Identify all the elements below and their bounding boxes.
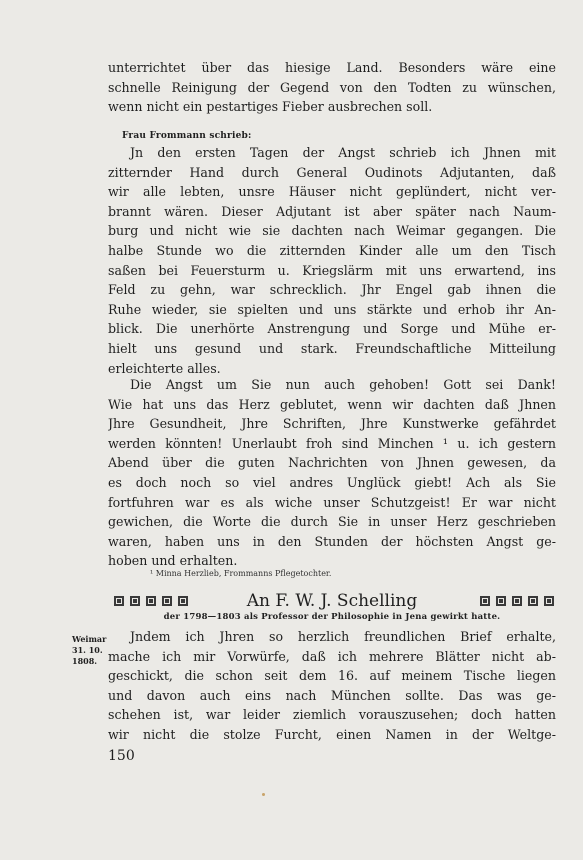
text-line: waren, haben uns in den Stunden der höchsten Angst ge-: [108, 533, 556, 549]
paper-stain: [262, 793, 265, 796]
text-line: Jhre Gesundheit, Jhre Schriften, Jhre Kunstwerke gefährdet: [108, 416, 556, 432]
margin-place: Weimar: [72, 634, 107, 644]
section-label: Frau Frommann schrieb:: [122, 131, 252, 141]
text-line: wenn nicht ein pestartiges Fieber ausbrechen soll.: [108, 99, 433, 115]
text-line: zitternder Hand durch General Oudinots Adjutanten, daß: [108, 164, 556, 180]
paragraph-continuation: [108, 58, 556, 117]
text-line: fortfuhren war es als wiche unser Schutzgeist! Er war nicht: [108, 494, 556, 510]
text-line: Die Angst um Sie nun auch gehoben! Gott sei Dank!: [130, 377, 556, 392]
text-line: schnelle Reinigung der Gegend von den Todten zu wünschen,: [108, 79, 556, 95]
text-line: mache ich mir Vorwürfe, daß ich mehrere Blätter nicht ab-: [108, 648, 556, 664]
margin-date: [72, 634, 106, 667]
text-line: blick. Die unerhörte Anstrengung und Sorge und Mühe er-: [108, 321, 556, 337]
letter-subtitle: der 1798—1803 als Professor der Philosophie in Jena gewirkt hatte.: [163, 612, 501, 622]
text-line: Feld zu gehn, war schrecklich. Jhr Engel gab ihnen die: [108, 282, 556, 298]
text-line: gewichen, die Worte die durch Sie in unser Herz geschrieben: [108, 514, 556, 530]
text-line: saßen bei Feuersturm u. Kriegslärm mit uns erwartend, ins: [108, 262, 556, 278]
text-line: erleichterte alles.: [108, 360, 221, 376]
text-line: wir nicht die stolze Furcht, einen Namen in der Weltge-: [108, 726, 556, 742]
text-line: halbe Stunde wo die zitternden Kinder alle um den Tisch: [108, 242, 556, 258]
text-line: geschickt, die schon seit dem 16. auf meinem Tische liegen: [108, 668, 556, 684]
text-line: Jndem ich Jhren so herzlich freundlichen Brief erhalte,: [130, 629, 556, 644]
text-line: werden könnten! Unerlaubt froh sind Minchen ¹ u. ich gestern: [108, 435, 556, 451]
text-line: burg und nicht wie sie dachten nach Weimar gegangen. Die: [108, 223, 556, 239]
text-line: hielt uns gesund und stark. Freundschaftliche Mitteilung: [108, 340, 556, 356]
ornament-right-icon: [478, 594, 556, 608]
paragraph-frommann: [108, 143, 556, 378]
text-line: Abend über die guten Nachrichten von Jhnen gewesen, da: [108, 455, 556, 471]
footnote: ¹ Minna Herzlieb, Frommanns Pflegetochter.: [150, 569, 332, 578]
text-line: wir alle lebten, unsre Häuser nicht geplündert, nicht ver-: [108, 184, 556, 200]
letter-title: An F. W. J. Schelling: [246, 591, 418, 611]
text-line: es doch noch so viel andres Unglück giebt! Ach als Sie: [108, 474, 556, 490]
text-line: hoben und erhalten.: [108, 553, 238, 569]
paragraph-schelling: [108, 627, 556, 745]
paragraph-angst: [108, 375, 556, 571]
text-line: Ruhe wieder, sie spielten und uns stärkte und erhob ihr An-: [108, 301, 556, 317]
text-line: unterrichtet über das hiesige Land. Besonders wäre eine: [108, 60, 556, 75]
margin-day: 31. 10.: [72, 645, 103, 655]
text-line: Wie hat uns das Herz geblutet, wenn wir dachten daß Jhnen: [108, 396, 556, 412]
margin-year: 1808.: [72, 656, 98, 666]
text-line: brannt wären. Dieser Adjutant ist aber später nach Naum-: [108, 203, 556, 219]
page-number: 150: [108, 748, 135, 764]
letter-heading: [108, 590, 556, 612]
text-line: Jn den ersten Tagen der Angst schrieb ich Jhnen mit: [130, 145, 556, 160]
text-line: und davon auch eins nach München sollte. Das was ge-: [108, 687, 556, 703]
text-line: schehen ist, war leider ziemlich vorauszusehen; doch hatten: [108, 707, 556, 723]
